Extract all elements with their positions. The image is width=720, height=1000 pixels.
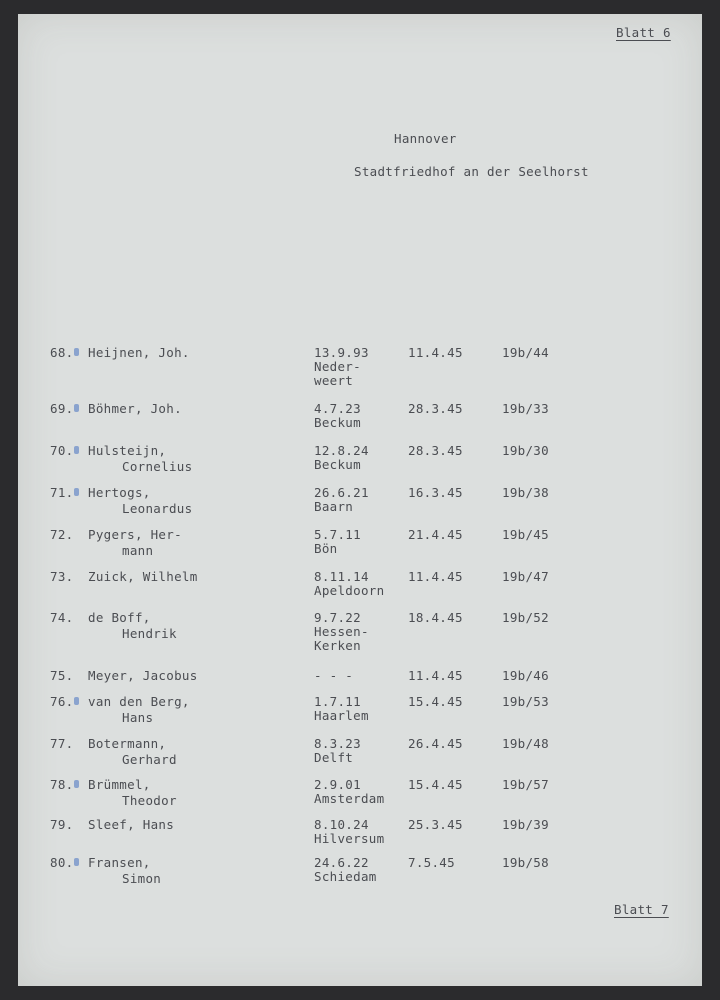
entry-number: 74. — [50, 610, 74, 625]
entry-grave-number: 19b/30 — [502, 443, 549, 458]
entry-birth-place: Neder- — [314, 359, 361, 374]
register-entry — [18, 818, 702, 858]
entry-death-date: 21.4.45 — [408, 527, 463, 542]
entry-birth-place: Bön — [314, 541, 338, 556]
entry-death-date: 18.4.45 — [408, 610, 463, 625]
register-entry — [18, 528, 702, 568]
entry-birth-place: Baarn — [314, 499, 354, 514]
entry-name-continued: Leonardus — [122, 501, 193, 516]
entry-grave-number: 19b/39 — [502, 817, 549, 832]
entry-birth-place: Amsterdam — [314, 791, 385, 806]
blue-pencil-mark — [74, 404, 79, 412]
entry-name: Hertogs, — [88, 485, 151, 500]
entry-birth-place: Hilversum — [314, 831, 385, 846]
entry-grave-number: 19b/38 — [502, 485, 549, 500]
entry-number: 70. — [50, 443, 74, 458]
entry-birth-place: Delft — [314, 750, 354, 765]
cemetery-heading: Stadtfriedhof an der Seelhorst — [354, 164, 589, 179]
blue-pencil-mark — [74, 488, 79, 496]
entry-name-continued: Cornelius — [122, 459, 193, 474]
entry-birth-place: Hessen- — [314, 624, 369, 639]
entry-number: 77. — [50, 736, 74, 751]
entry-death-date: 15.4.45 — [408, 777, 463, 792]
entry-birth-date: 8.10.24 — [314, 817, 369, 832]
register-entry — [18, 737, 702, 777]
entry-birth-date: 5.7.11 — [314, 527, 361, 542]
register-entry — [18, 486, 702, 526]
entry-number: 78. — [50, 777, 74, 792]
next-sheet-number: Blatt 7 — [614, 902, 669, 917]
entry-birth-date: 4.7.23 — [314, 401, 361, 416]
entry-death-date: 11.4.45 — [408, 345, 463, 360]
entry-grave-number: 19b/53 — [502, 694, 549, 709]
entry-death-date: 26.4.45 — [408, 736, 463, 751]
entry-death-date: 15.4.45 — [408, 694, 463, 709]
sheet-number: Blatt 6 — [616, 25, 671, 40]
entry-name: Hulsteijn, — [88, 443, 167, 458]
entry-birth-date: 13.9.93 — [314, 345, 369, 360]
entry-death-date: 28.3.45 — [408, 443, 463, 458]
entry-birth-place-continued: weert — [314, 373, 354, 388]
entry-death-date: 7.5.45 — [408, 855, 455, 870]
entry-birth-date: - - - — [314, 668, 354, 683]
entry-death-date: 28.3.45 — [408, 401, 463, 416]
entry-name: Pygers, Her- — [88, 527, 182, 542]
register-entry — [18, 611, 702, 651]
entry-name-continued: Theodor — [122, 793, 177, 808]
entry-number: 69. — [50, 401, 74, 416]
entry-name-continued: Simon — [122, 871, 162, 886]
entry-birth-date: 9.7.22 — [314, 610, 361, 625]
blue-pencil-mark — [74, 697, 79, 705]
document-sheet — [18, 14, 702, 986]
entry-death-date: 25.3.45 — [408, 817, 463, 832]
blue-pencil-mark — [74, 446, 79, 454]
entry-name: Heijnen, Joh. — [88, 345, 190, 360]
entry-birth-place: Apeldoorn — [314, 583, 385, 598]
entry-grave-number: 19b/46 — [502, 668, 549, 683]
entry-name-continued: Hendrik — [122, 626, 177, 641]
entry-number: 79. — [50, 817, 74, 832]
blue-pencil-mark — [74, 780, 79, 788]
register-entry — [18, 444, 702, 484]
entry-number: 75. — [50, 668, 74, 683]
entry-grave-number: 19b/48 — [502, 736, 549, 751]
entry-death-date: 11.4.45 — [408, 668, 463, 683]
register-entry — [18, 402, 702, 442]
entry-birth-place: Beckum — [314, 415, 361, 430]
entry-grave-number: 19b/33 — [502, 401, 549, 416]
entry-name: Fransen, — [88, 855, 151, 870]
entry-birth-place: Schiedam — [314, 869, 377, 884]
entry-name-continued: mann — [122, 543, 154, 558]
entry-birth-place: Beckum — [314, 457, 361, 472]
entry-grave-number: 19b/57 — [502, 777, 549, 792]
entry-name: Böhmer, Joh. — [88, 401, 182, 416]
entry-birth-date: 26.6.21 — [314, 485, 369, 500]
entry-grave-number: 19b/44 — [502, 345, 549, 360]
entry-number: 72. — [50, 527, 74, 542]
entry-name-continued: Gerhard — [122, 752, 177, 767]
entry-number: 68. — [50, 345, 74, 360]
entry-name-continued: Hans — [122, 710, 154, 725]
entry-birth-place: Haarlem — [314, 708, 369, 723]
entry-name: van den Berg, — [88, 694, 190, 709]
entry-birth-date: 8.11.14 — [314, 569, 369, 584]
entry-number: 73. — [50, 569, 74, 584]
register-entry — [18, 695, 702, 735]
entry-name: Brümmel, — [88, 777, 151, 792]
entry-number: 80. — [50, 855, 74, 870]
entry-death-date: 16.3.45 — [408, 485, 463, 500]
blue-pencil-mark — [74, 858, 79, 866]
entry-grave-number: 19b/45 — [502, 527, 549, 542]
entry-name: Meyer, Jacobus — [88, 668, 198, 683]
register-entry — [18, 570, 702, 610]
entry-birth-date: 24.6.22 — [314, 855, 369, 870]
entry-name: de Boff, — [88, 610, 151, 625]
entry-name: Botermann, — [88, 736, 167, 751]
entry-name: Zuick, Wilhelm — [88, 569, 198, 584]
city-heading: Hannover — [394, 131, 457, 146]
register-entry — [18, 346, 702, 386]
entry-birth-date: 1.7.11 — [314, 694, 361, 709]
entry-birth-date: 2.9.01 — [314, 777, 361, 792]
entry-number: 71. — [50, 485, 74, 500]
entry-grave-number: 19b/58 — [502, 855, 549, 870]
entry-grave-number: 19b/52 — [502, 610, 549, 625]
register-entry — [18, 856, 702, 896]
register-entry — [18, 778, 702, 818]
entry-number: 76. — [50, 694, 74, 709]
entry-grave-number: 19b/47 — [502, 569, 549, 584]
entry-birth-date: 8.3.23 — [314, 736, 361, 751]
entry-death-date: 11.4.45 — [408, 569, 463, 584]
entry-name: Sleef, Hans — [88, 817, 175, 832]
entry-birth-place-continued: Kerken — [314, 638, 361, 653]
blue-pencil-mark — [74, 348, 79, 356]
entry-birth-date: 12.8.24 — [314, 443, 369, 458]
